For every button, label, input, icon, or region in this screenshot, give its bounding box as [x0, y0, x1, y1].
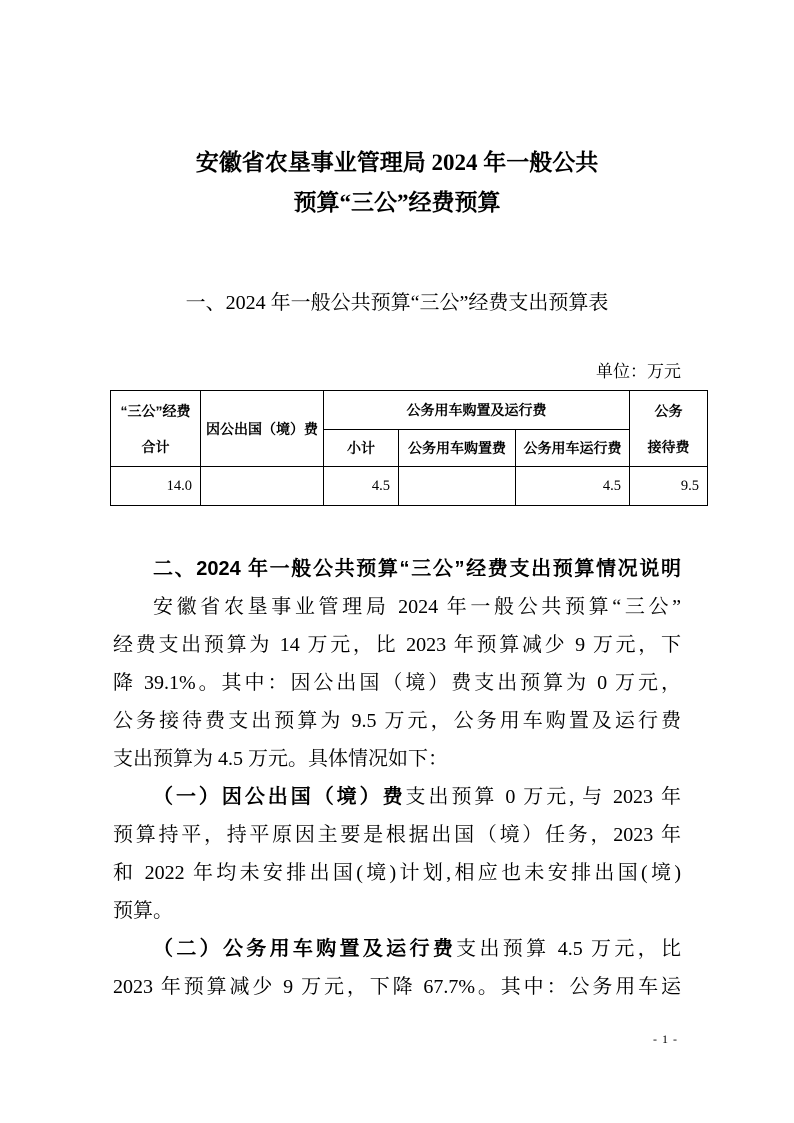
body-text-segment: 预算持平，持平原因主要是根据出国（境）任务，2023 年 [113, 824, 681, 846]
header-cell-vehicle-group: 公务用车购置及运行费 [324, 391, 630, 430]
body-text-segment-bold: 二、2024 年一般公共预算“三公”经费支出预算情况说明 [153, 558, 681, 580]
body-text-segment: 支出预算 0 万元, 与 2023 年 [405, 786, 682, 808]
value-vehicle-operation: 4.5 [516, 467, 630, 506]
body-line [113, 702, 681, 740]
section-heading-1: 一、2024 年一般公共预算“三公”经费支出预算表 [185, 292, 609, 314]
body-text-segment: 和 2022 年均未安排出国(境)计划,相应也未安排出国(境) [113, 862, 681, 884]
header-text-line: 公务 [654, 402, 683, 419]
body-text-segment: 安徽省农垦事业管理局 2024 年一般公共预算“三公” [153, 596, 681, 618]
title-line-2: 预算“三公”经费预算 [293, 190, 501, 215]
body-line [113, 892, 681, 930]
body-line [113, 854, 681, 892]
body-line [113, 740, 681, 778]
header-cell-sangong-total [111, 391, 201, 467]
body-text-segment-bold: （二）公务用车购置及运行费 [153, 938, 457, 960]
value-vehicle-purchase [399, 467, 516, 506]
header-cell-vehicle-operation: 公务用车运行费 [516, 430, 630, 467]
body-text-segment-bold: （一）因公出国（境）费 [153, 786, 406, 808]
header-cell-vehicle-purchase: 公务用车购置费 [399, 430, 516, 467]
value-sangong-total: 14.0 [111, 467, 201, 506]
body-text-segment: 经费支出预算为 14 万元，比 2023 年预算减少 9 万元，下 [113, 634, 681, 656]
page-title [113, 0, 681, 223]
body-line [113, 930, 681, 968]
body-line [113, 816, 681, 854]
value-vehicle-subtotal: 4.5 [324, 467, 399, 506]
body-text-segment: 预算。 [113, 900, 173, 922]
body-text-segment: 支出预算为 4.5 万元。具体情况如下： [113, 748, 448, 770]
unit-note: 单位：万元 [596, 362, 681, 381]
body-text-segment: 2023 年预算减少 9 万元，下降 67.7%。其中：公务用车运 [113, 976, 681, 998]
body-text-segment: 降 39.1%。其中：因公出国（境）费支出预算为 0 万元， [113, 672, 681, 694]
body-text-block [113, 550, 681, 1006]
header-cell-vehicle-subtotal: 小计 [324, 430, 399, 467]
budget-table [110, 390, 708, 506]
page-number: - 1 - [653, 1032, 678, 1046]
table-value-row [111, 467, 708, 506]
header-cell-reception-fee [630, 391, 708, 467]
table-header-row-1 [111, 391, 708, 430]
body-line [113, 626, 681, 664]
header-text-line: 合计 [141, 438, 170, 455]
header-text-line: 接待费 [647, 438, 690, 455]
body-line [113, 664, 681, 702]
title-line-1: 安徽省农垦事业管理局 2024 年一般公共 [195, 150, 599, 175]
header-text-line: “三公”经费 [120, 402, 191, 419]
body-line [113, 588, 681, 626]
value-reception-fee: 9.5 [630, 467, 708, 506]
header-cell-abroad-fee: 因公出国（境）费 [201, 391, 324, 467]
value-abroad-fee [201, 467, 324, 506]
body-line [113, 968, 681, 1006]
body-text-segment: 公务接待费支出预算为 9.5 万元，公务用车购置及运行费 [113, 710, 681, 732]
section-heading-2 [113, 550, 681, 588]
body-line [113, 778, 681, 816]
body-text-segment: 支出预算 4.5 万元，比 [456, 938, 682, 960]
